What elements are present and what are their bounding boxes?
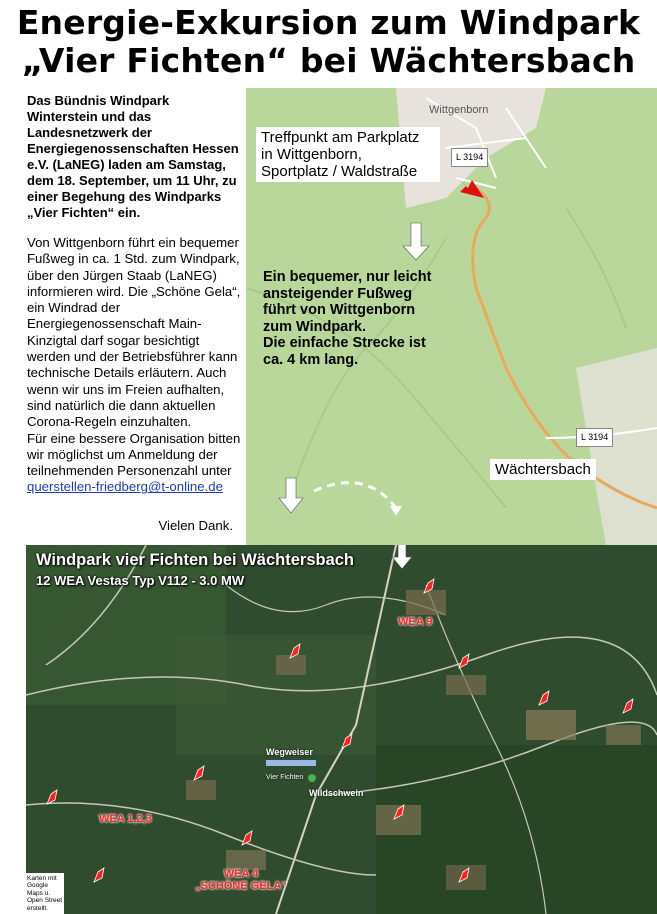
satellite-subtitle: 12 WEA Vestas Typ V112 - 3.0 MW	[36, 573, 245, 588]
walk-line-2: ansteigender Fußweg	[263, 285, 413, 302]
wea123-label: WEA 1,2,3	[99, 813, 152, 825]
schoene-gela-label: „SCHÖNE GELA“	[195, 880, 287, 892]
wegweiser-label: Wegweiser	[266, 747, 313, 757]
wea9-label: WEA 9	[398, 616, 433, 628]
satellite-title: Windpark vier Fichten bei Wächtersbach	[36, 551, 355, 569]
walk-description	[263, 269, 431, 368]
page-title	[0, 4, 657, 80]
thanks-text: Vielen Dank.	[158, 518, 233, 533]
road-label-1: L 3194	[451, 148, 488, 167]
road-label-2: L 3194	[576, 428, 613, 447]
intro-invitation: Das Bündnis Windpark Winterstein und das Landesnetzwerk der Energiegenossenschaften Hessen e.V. (LaNEG) laden am Samstag, dem 18. September, um 11 Uhr, zu einer Begehung des Windparks „Vier Fichten“ ein.	[27, 93, 239, 220]
city-label: Wächtersbach	[490, 459, 596, 480]
meeting-line-1: Treffpunkt am Parkplatz	[261, 129, 420, 146]
email-link[interactable]: querstellen-friedberg@t-online.de	[27, 479, 223, 495]
map-credit: Karten mit Google Maps u. Open Street erstellt.	[26, 873, 64, 914]
registration-text: Für eine bessere Organisation bitten wir möglichst um Anmeldung der teilnehmenden Personenzahl unter	[27, 430, 241, 479]
wea4-name: WEA 4	[223, 868, 259, 880]
intro-description: Von Wittgenborn führt ein bequemer Fußweg in ca. 1 Std. zum Windpark, über den Jürgen Staab (LaNEG) informieren wird. Die „Schöne Gela“, ein Windrad der Energiegenossenschaft Main-Kinzigtal darf sogar besichtigt werden und der Betriebsführer kann technische Details erläutern. Auch wenn wir uns im Freien aufhalten, sind natürlich die dann aktuellen Corona-Regeln einzuhalten.	[27, 235, 241, 430]
satellite-graphic	[26, 545, 657, 914]
meeting-line-3: Sportplatz / Waldstraße	[261, 163, 418, 180]
walk-line-4: zum Windpark.	[263, 318, 366, 335]
satellite-map	[26, 545, 657, 914]
meeting-line-2: in Wittgenborn,	[261, 146, 362, 163]
wea4-label	[191, 868, 291, 892]
title-line-1: Energie-Exkursion zum Windpark	[16, 3, 641, 42]
walk-line-6: ca. 4 km lang.	[263, 351, 359, 368]
walk-line-1: Ein bequemer, nur leicht	[263, 269, 432, 285]
town-label: Wittgenborn	[429, 104, 489, 116]
vier-fichten-label: Vier Fichten	[266, 774, 304, 781]
wildschwein-label: Wildschwein	[309, 788, 364, 798]
intro-registration	[27, 431, 242, 496]
meeting-point-label	[256, 127, 440, 182]
route-map	[246, 88, 657, 545]
walk-line-3: führt von Wittgenborn	[263, 302, 416, 318]
intro-body	[27, 235, 242, 496]
title-line-2: „Vier Fichten“ bei Wächtersbach	[21, 41, 636, 80]
walk-line-5: Die einfache Strecke ist	[263, 335, 426, 351]
